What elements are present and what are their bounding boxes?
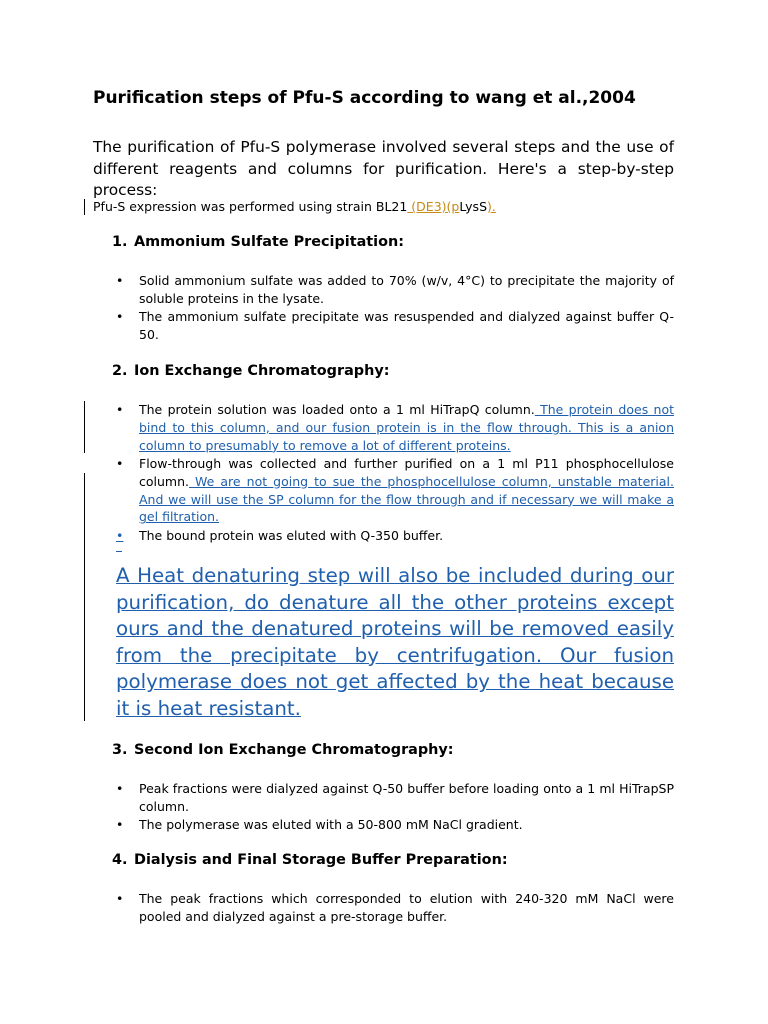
list-item (139, 455, 674, 527)
inserted-de3: (DE3) (407, 199, 447, 214)
step-3-title: Second Ion Exchange Chromatography: (134, 742, 454, 758)
step-1-number: 1. (112, 234, 128, 250)
list-item (139, 401, 674, 455)
inserted-comment: We are not going to sue the phosphocellulose column, unstable material. And we will use the SP column for the flow through and if necessary we will make a gel filtration. (139, 473, 674, 525)
step-1-heading (112, 234, 404, 250)
eluted-line (116, 527, 676, 545)
insertion-mark (116, 551, 122, 552)
intro-paragraph: The purification of Pfu-S polymerase involved several steps and the use of different reagents and columns for purification. Here's a step-by-step process: (93, 138, 674, 199)
step-4-number: 4. (112, 852, 128, 868)
list-item: • Peak fractions were dialyzed against Q-50 buffer before loading onto a 1 ml HiTrapSP column. (139, 780, 674, 816)
change-bar (84, 401, 85, 453)
heat-denaturing-insertion: A Heat denaturing step will also be included during our purification, do denature all the other proteins except ours and the denatured proteins will be removed easily from the precipitate by centrifugation. Our fusion polymerase does not get affected by the heat because it is heat resistant. (116, 564, 674, 720)
change-bar (84, 199, 85, 215)
step-1-bullets (139, 272, 674, 344)
list-item: • The ammonium sulfate precipitate was resuspended and dialyzed against buffer Q-50. (139, 308, 674, 344)
step-4-title: Dialysis and Final Storage Buffer Preparation: (134, 852, 508, 868)
bullet-text: The protein solution was loaded onto a 1 ml HiTrapQ column. (139, 402, 535, 417)
expression-line (93, 198, 496, 216)
list-item: • Solid ammonium sulfate was added to 70% (w/v, 4°C) to precipitate the majority of soluble proteins in the lysate. (139, 272, 674, 308)
step-4-heading (112, 852, 508, 868)
step-3-number: 3. (112, 742, 128, 758)
inserted-comment: The protein does not bind to this column, and our fusion protein is in the flow through. This is a anion column to presumably to remove a lot of different proteins. (139, 402, 674, 453)
step-2-bullets (139, 401, 674, 526)
step-2-number: 2. (112, 363, 128, 379)
inserted-p: (p (446, 199, 460, 214)
list-item: • The polymerase was eluted with a 50-800 mM NaCl gradient. (139, 816, 674, 834)
step-2-heading (112, 363, 389, 379)
expression-text: Pfu-S expression was performed using strain BL21 (93, 199, 408, 214)
bullet-text: Flow-through was collected and further purified on a 1 ml P11 phosphocellulose column. (139, 455, 674, 489)
expression-end: . (491, 199, 496, 214)
step-2-title: Ion Exchange Chromatography: (134, 363, 390, 379)
document-heading: Purification steps of Pfu-S according to wang et al.,2004 (93, 88, 636, 108)
change-bar (84, 473, 85, 721)
lyss-text: LysS (459, 199, 488, 214)
step-3-bullets (139, 780, 674, 834)
inserted-paren: ) (487, 199, 492, 214)
step-4-bullets (139, 890, 674, 926)
eluted-text: The bound protein was eluted with Q-350 buffer. (139, 528, 444, 543)
step-3-heading (112, 742, 454, 758)
inserted-bullet: • (116, 528, 124, 543)
step-1-title: Ammonium Sulfate Precipitation: (134, 234, 404, 250)
list-item: • The peak fractions which corresponded to elution with 240-320 mM NaCl were pooled and dialyzed against a pre-storage buffer. (139, 890, 674, 926)
